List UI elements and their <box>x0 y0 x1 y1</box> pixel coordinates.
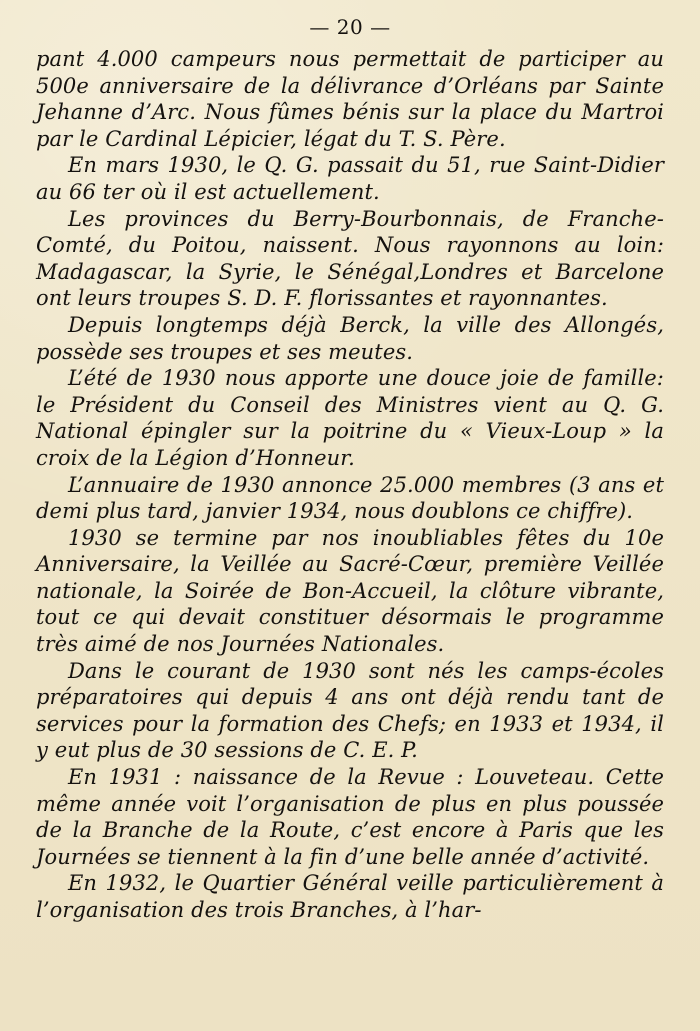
paragraph: pant 4.000 campeurs nous permettait de participer au 500e anniversaire de la délivrance d’Orléans par Sainte Jehanne d’Arc. Nous fûmes bénis sur la place du Martroi par le Cardinal Lépicier, légat du T. S. Père. <box>36 47 664 151</box>
paragraph: Depuis longtemps déjà Berck, la ville des Allongés, possède ses troupes et ses meutes. <box>36 312 664 364</box>
page-body <box>36 46 664 924</box>
paragraph: En 1931 : naissance de la Revue : Louveteau. Cette même année voit l’organisation de plus en plus poussée de la Branche de la Route, c’est encore à Paris que les Journées se tiennent à la fin d’une belle année d’activité. <box>36 765 664 869</box>
paragraph: L’annuaire de 1930 annonce 25.000 membres (3 ans et demi plus tard, janvier 1934, nous doublons ce chiffre). <box>36 472 664 524</box>
paragraph: L’été de 1930 nous apporte une douce joie de famille: le Président du Conseil des Ministres vient au Q. G. National épingler sur la poitrine du « Vieux-Loup » la croix de la Légion d’Honneur. <box>36 366 664 470</box>
paragraph: En mars 1930, le Q. G. passait du 51, rue Saint-Didier au 66 ter où il est actuellement. <box>36 153 664 204</box>
page-number: — 20 — <box>309 15 391 39</box>
paragraph: 1930 se termine par nos inoubliables fêtes du 10e Anniversaire, la Veillée au Sacré-Cœur, première Veillée nationale, la Soirée de Bon-Accueil, la clôture vibrante, tout ce qui devait constituer désormais le programme très aimé de nos Journées Nationales. <box>36 525 664 657</box>
paragraph: Les provinces du Berry-Bourbonnais, de Franche-Comté, du Poitou, naissent. Nous rayonnons au loin: Madagascar, la Syrie, le Sénégal,Londres et Barcelone ont leurs troupes S. D. F. florissantes et rayonnantes. <box>36 206 664 311</box>
paragraph: En 1932, le Quartier Général veille particulièrement à l’organisation des trois Branches, à l’har- <box>36 871 664 922</box>
paragraph: Dans le courant de 1930 sont nés les camps-écoles préparatoires qui depuis 4 ans ont déjà rendu tant de services pour la formation des Chefs; en 1933 et 1934, il y eut plus de 30 sessions de C. E. P. <box>36 658 664 763</box>
